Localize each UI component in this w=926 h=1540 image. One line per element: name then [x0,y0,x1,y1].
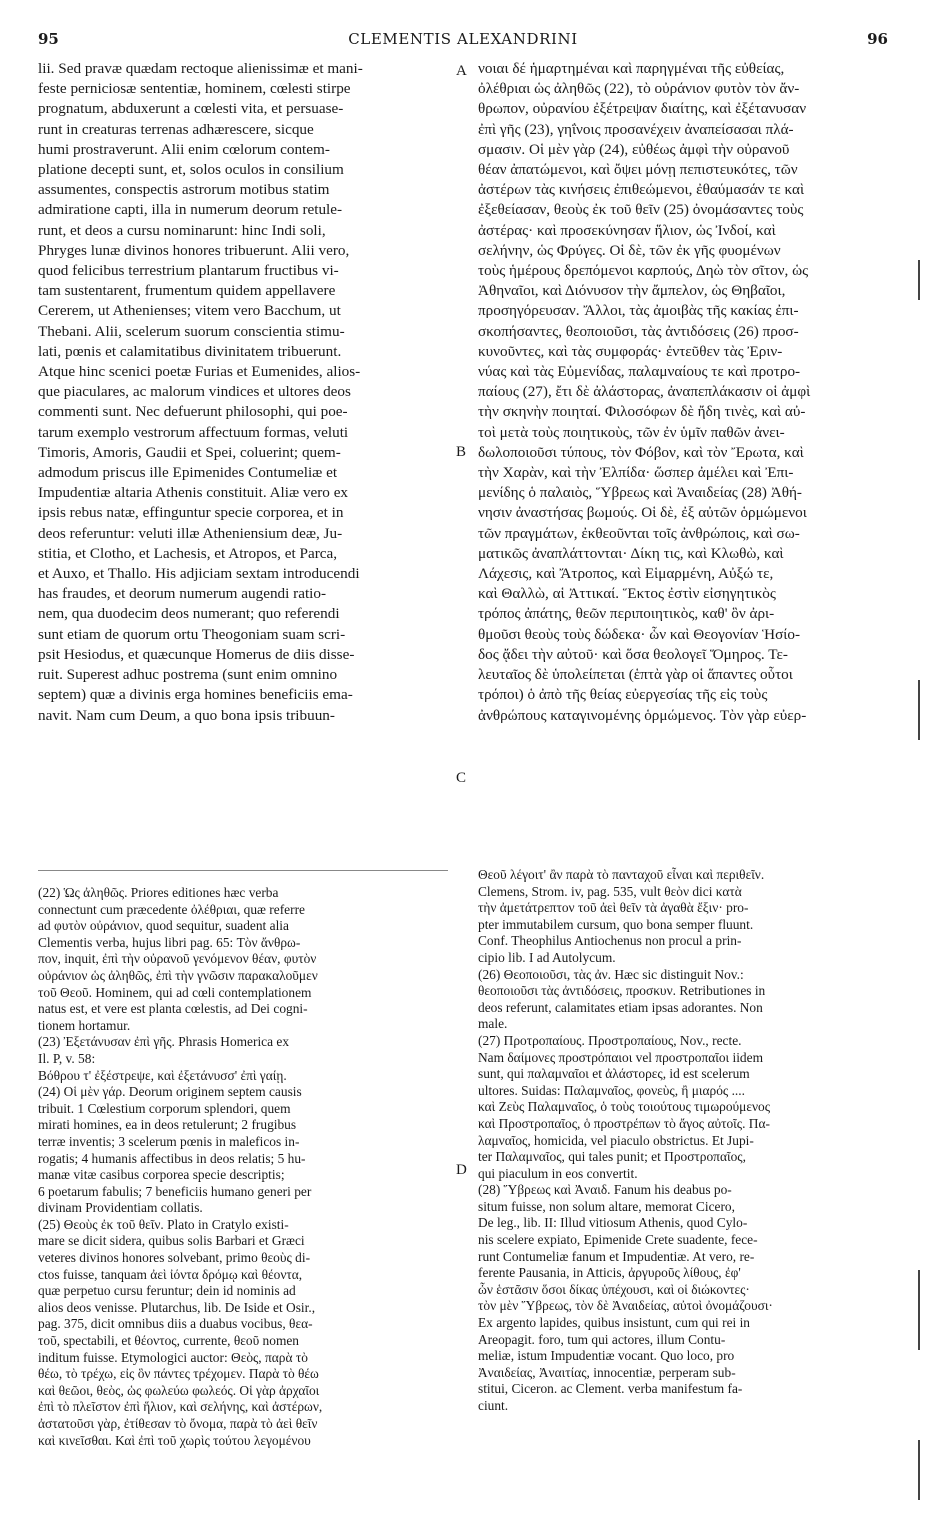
footnote-line: Clementis verba, hujus libri pag. 65: Τὸν ἄνθρω- [38,934,301,950]
latin-text-line: que piaculares, ac malorum vindices et ultores deos [38,383,351,401]
footnote-line: Θεοῦ λέγοιτ' ἂν παρὰ τὸ πανταχοῦ εἶναι καὶ περιθεῖν. [478,867,765,882]
footnote-line: rogatis; 4 humanis affectibus in deos relatis; 5 hu- [38,1150,306,1166]
footnote-line: θεοποιοῦσι τὰς ἀντιδόσεις, προσκυν. Retributiones in [478,983,766,999]
footnote-line: Ex argento lapides, quibus insistunt, cum qui rei in [478,1315,750,1331]
latin-text-line: prognatum, abduxerunt a cœlesti vita, et persuase- [38,100,344,118]
footnote-line: divinam Providentiam collatis. [38,1200,203,1216]
latin-text-line: admiratione capti, illa in numerum deorum retule- [38,201,343,219]
footnote-line: Nam δαίμονες προστρόπαιοι vel προστροπαῖοι iidem [478,1049,763,1065]
greek-text-line: τοὶ μετὰ τοὺς ποιητικοὺς, τῶν ἐν ὑμῖν παθῶν ἀνει- [478,423,785,441]
footnote-line: (22) Ὡς ἀληθῶς. Priores editiones hæc verba [38,885,279,900]
footnote-line: τοῦ Θεοῦ. Hominem, qui ad cœli contemplationem [38,984,312,1000]
latin-text-line: Atque hinc scenici poetæ Furias et Eumenides, alios- [38,363,361,381]
greek-text-line: θέαν ἀπατώμενοι, καὶ ὄψει μόνῃ πεπιστευκότες, τῶν [478,161,798,179]
greek-text-line: καὶ Θαλλὼ, αἱ Ἀττικαί. Ἕκτος ἐστὶν εἰσηγητικὸς [478,585,776,603]
footnote-line: terræ inventis; 3 scelerum pœnis in maleficos in- [38,1133,300,1149]
latin-text-line: commenti sunt. Nec defuerunt philosophi, qui poe- [38,403,348,421]
latin-text-line: ruit. Superest adhuc postrema (sunt enim omnino [38,666,338,684]
latin-text-line: et Auxo, et Thallo. His adjiciam sextam introducendi [38,565,360,583]
greek-text-line: τρόποι) ὁ ἀπὸ τῆς θείας εὐεργεσίας τῆς εἰς τοὺς [478,686,768,704]
latin-text-line: admodum priscus ille Epimenides Contumeliæ et [38,464,338,482]
footnote-line: λαμναῖος, homicida, vel piaculo obstrictus. Et Jupi- [478,1132,754,1148]
running-title: CLEMENTIS ALEXANDRINI [348,30,578,48]
greek-text-line: τῶν πραγμάτων, ἐκθεοῦνται τοῖς ἀνθρώποις, καὶ σω- [478,524,800,542]
footnote-line: Clemens, Strom. iv, pag. 535, vult θεὸν dici κατὰ [478,883,742,899]
greek-text-column [478,59,892,726]
footnote-line: 6 poetarum fabulis; 7 beneficiis humano generi per [38,1183,312,1199]
footnote-line: τοῦ, spectabili, et θέοντος, currente, θεοῦ nomen [38,1333,299,1349]
footnote-line: καὶ κινεῖσθαι. Καὶ ἐπὶ τοῦ χωρὶς τούτου λεγομένου [38,1432,311,1448]
left-page-number: 95 [38,30,59,48]
greek-text-line: ἀστέρας· καὶ προσεκύνησαν ἥλιον, ὡς Ἰνδοί, καὶ [478,221,776,239]
greek-text-line: ἐξεθείασαν, θεοὺς ἐκ τοῦ θεῖν (25) ὀνομάσαντες τοὺς [478,201,804,219]
footnote-line: cipio lib. I ad Autolycum. [478,949,616,965]
footnote-line: deos referunt, calamitates etiam ipsas adorantes. Non [478,999,763,1015]
greek-text-line: τὴν σκηνὴν ποιηταί. Φιλοσόφων δὲ ἤδη τινὲς, καὶ αὐ- [478,403,806,421]
greek-text-line: ἐπὶ γῆς (23), γηΐνοις προσανέχειν ἀναπείσασαι πλά- [478,120,794,138]
footnote-line: (25) Θεοὺς ἐκ τοῦ θεῖν. Plato in Cratylo existi- [38,1216,289,1232]
greek-text-line: παίους (27), ἔτι δὲ ἀλάστορας, ἀναπεπλάκασιν οἱ ἀμφὶ [478,383,811,401]
footnote-line: Areopagit. foro, tum qui actores, illum Contu- [478,1331,726,1347]
footnote-line: alios deos venisse. Plutarchus, lib. De Iside et Osir., [38,1299,316,1315]
footnote-line: ter Παλαμναῖος, qui tales punit; et Προστροπαῖος, [478,1149,746,1165]
footnote-line: runt Contumeliæ fanum et Impudentiæ. At vero, re- [478,1248,755,1264]
greek-text-line: σμασιν. Οἱ μὲν γὰρ (24), εὐθέως ἀμφὶ τὴν οὐρανοῦ [478,140,790,158]
footnote-line: meliæ, istum Impudentiæ vocant. Quo loco, pro [478,1348,735,1364]
latin-text-line: lati, pœnis et calamitatibus divinitatem tribuerunt. [38,342,342,360]
greek-text-line: μενίδης ὁ παλαιὸς, Ὕβρεως καὶ Ἀναιδείας (28) Ἀθή- [478,484,802,502]
footnote-rule [38,870,448,871]
greek-text-line: ἀνθρώπους καταγινομένης ὁρμώμενος. Τὸν γὰρ εὐερ- [478,706,807,724]
footnote-line: καὶ θεῶοι, θεὸς, ὡς φωλεύω φωλεός. Οἱ γὰρ ἀρχαῖοι [38,1382,320,1398]
greek-text-line: προσηγόρευσαν. Ἄλλοι, τὰς ἀμοιβὰς τῆς κακίας ἐπι- [478,302,799,320]
latin-text-line: Cererem, ut Athenienses; vitem vero Bacchum, ut [38,302,341,320]
footnote-line: veteres divinos honores solvebant, primo θεοὺς di- [38,1250,311,1266]
latin-text-column [38,59,448,726]
latin-text-line: has fraudes, et deorum numerum augendi ratio- [38,585,327,603]
greek-text-line: νησιν ἀναστήσας βωμούς. Οἱ δὲ, ἐξ αὐτῶν ὁρμώμενοι [478,504,807,522]
latin-text-line: assumentes, conspectis astrorum motibus statim [38,181,330,199]
greek-text-line: Ἀθηναῖοι, καὶ Διόνυσον τὴν ἄμπελον, ὡς Θηβαῖοι, [478,282,786,300]
footnote-line: pag. 375, dicit omnibus diis a duabus vocibus, θεα- [38,1316,313,1332]
margin-letter-d: D [456,1162,467,1178]
latin-text-line: psit Hesiodus, et quæcunque Homerus de diis disse- [38,645,355,663]
latin-text-line: feste perniciosæ sententiæ, hominem, cœlesti stirpe [38,80,351,98]
footnote-line: ferente Pausania, in Atticis, ἀργυροῦς λίθους, ἐφ' [478,1265,741,1281]
latin-text-line: navit. Nam cum Deum, a quo bona ipsis tribuun- [38,706,335,724]
footnote-line: Βόθρου τ' ἐξέστρεψε, καὶ ἐξετάνυσσ' ἐπὶ γαίῃ. [38,1067,287,1083]
latin-text-line: stitia, et Clotho, et Lachesis, et Atropos, et Parca, [38,544,338,562]
greek-text-line: ματικῶς ἀναπλάττονται· Δίκη τις, καὶ Κλωθὼ, καὶ [478,544,784,562]
greek-text-line: θρωπον, οὐρανίου ἐξέτρεψαν διαίτης, καὶ ἐξέτανυσαν [478,100,807,118]
footnote-line: Ἀναιδείας, Ἀναιτίας, innocentiæ, perperam sub- [478,1364,736,1380]
footnote-line: ultores. Suidas: Παλαμναῖος, φονεὺς, ἢ μιαρός .... [478,1082,745,1098]
footnote-line: manæ vitæ casibus corporea specie descriptis; [38,1167,285,1183]
margin-letter-c: C [456,770,467,786]
footnote-line: καὶ Προστροπαῖος, ὁ προστρέπων τὸ ἄγος αὐτοῖς. Πα- [478,1115,770,1131]
footnote-line: tionem hortamur. [38,1017,131,1033]
latin-text-line: platione decepti sunt, et, solos oculos in consilium [38,161,344,179]
footnote-line: οὐράνιον ὡς ἀληθῶς, ἐπὶ τὴν γνῶσιν παρακαλοῦμεν [38,967,318,983]
latin-text-line: sunt etiam de quorum ortu Theogoniam suam scri- [38,625,346,643]
latin-text-line: septem) quæ a divinis erga homines beneficiis ema- [38,686,353,704]
footnote-line: stitui, Ciceron. ac Clement. verba manifestum fa- [478,1381,743,1397]
greek-text-line: ὀλέθριαι ὡς ἀληθῶς (22), τὸ οὐράνιον φυτὸν τὸν ἄν- [478,80,800,98]
footnote-line: ciunt. [478,1398,509,1413]
greek-text-line: νύας καὶ τὰς Εὐμενίδας, παλαμναίους τε καὶ προτρο- [478,363,801,381]
footnote-line: inditum fuisse. Etymologici auctor: Θεὸς, παρὰ τὸ [38,1349,308,1365]
footnote-line: (28) Ὕβρεως καὶ Ἀναιδ. Fanum his deabus po- [478,1182,732,1198]
greek-text-line: ἀστέρων τὰς κινήσεις ἐπιθεώμενοι, ἐθαύμασάν τε καὶ [478,181,805,199]
greek-text-line: δωλοποιοῦσι τύπους, τὸν Φόβον, καὶ τὸν Ἔρωτα, καὶ [478,443,804,461]
margin-letter-a: A [456,63,467,79]
footnote-line: quæ perpetuo cursu feruntur; dein id nominis ad [38,1283,296,1299]
footnote-line: ctos fuisse, tanquam ἀεὶ ἰόντα δρόμῳ καὶ θέοντα, [38,1266,303,1282]
footnote-line: pter immutabilem cursum, quo bona semper fluunt. [478,916,754,932]
footnote-line: (23) Ἐξετάνυσαν ἐπὶ γῆς. Phrasis Homerica ex [38,1034,290,1050]
footnote-line: θέω, τὸ τρέχω, εἰς ὃν πάντες τρέχομεν. Παρὰ τὸ θέω [38,1366,319,1382]
footnote-line: Il. P, v. 58: [38,1050,96,1066]
footnote-line: Conf. Theophilus Antiochenus non procul a prin- [478,933,742,949]
footnote-line: situm fuisse, non solum altare, memorat Cicero, [478,1198,735,1214]
page-header [0,30,926,54]
greek-text-line: θμοῦσι θεοὺς τοὺς δώδεκα· ὧν καὶ Θεογονίαν Ἡσίο- [478,625,801,643]
latin-text-line: tam sustentarent, frumentum quidem appellavere [38,282,336,300]
footnote-line: ἐπὶ τὸ πλεῖστον ἐπὶ ἥλιον, καὶ σελήνης, καὶ ἀστέρων, [38,1399,323,1415]
latin-text-line: lii. Sed pravæ quædam rectoque alienissimæ et mani- [38,60,363,77]
greek-text-line: λευταῖος δὲ ὑπολείπεται (ἑπτὰ γὰρ οἱ ἅπαντες οὗτοι [478,666,793,684]
latin-text-line: deos referuntur: veluti illæ Atheniensium deæ, Ju- [38,524,343,542]
footnote-line: ὧν ἑστᾶσιν ὅσοι δίκας ὑπέχουσι, καὶ οἱ διώκοντες· [478,1281,750,1297]
latin-text-line: Impudentiæ altaria Athenis constituit. Aliæ vero ex [38,484,349,502]
footnote-line: sunt, qui παλαμναῖοι et ἀλάστορες, id est scelerum [478,1066,750,1082]
footnote-line: (24) Οἱ μὲν γάρ. Deorum originem septem causis [38,1084,302,1100]
latin-text-line: runt, et deos a cursu nominarunt: hinc Indi soli, [38,221,326,239]
latin-text-line: Timoris, Amoris, Gaudii et Spei, coluerint; quem- [38,443,341,461]
latin-text-line: runt in creaturas terrenas adhærescere, sicque [38,120,314,138]
footnote-line: καὶ Ζεὺς Παλαμναῖος, ὁ τοὺς τοιούτους τιμωρούμενος [478,1099,771,1115]
greek-text-line: νοιαι δέ ἡμαρτημέναι καὶ παρηγμέναι τῆς εὐθείας, [478,60,785,77]
footnote-line: De leg., lib. II: Illud vitiosum Athenis, quod Cylo- [478,1215,748,1231]
right-page-number: 96 [867,30,888,48]
footnotes-right-column [478,867,892,1415]
latin-text-line: tarum exemplo vestrorum affectuum formas, veluti [38,423,349,441]
footnote-line: τὸν μὲν Ὕβρεως, τὸν δὲ Ἀναιδείας, αὐτοὶ ὀνομάζουσι· [478,1298,773,1314]
footnote-line: nis scelere expiato, Epimenide Crete suadente, fece- [478,1232,758,1248]
footnotes-left-column [38,885,448,1449]
greek-text-line: Λάχεσις, καὶ Ἄτροπος, καὶ Εἱμαρμένη, Αὐξώ τε, [478,565,774,583]
latin-text-line: Thebani. Alii, scelerum suorum conscientia stimu- [38,322,345,340]
latin-text-line: humi prostraverunt. Alii enim cœlorum contem- [38,140,330,158]
binding-edge-marks [918,260,920,1410]
footnote-line: mare se dicit sidera, quibus solis Barbari et Græci [38,1233,305,1249]
footnote-line: τὴν ἀμετάτρεπτον τοῦ ἀεὶ θεῖν τὰ ἀγαθὰ ἔξιν· pro- [478,900,749,916]
footnote-line: connectunt cum præcedente ὀλέθριαι, quæ referre [38,901,305,917]
footnote-line: mirati homines, ea in deos retulerunt; 2 frugibus [38,1117,297,1133]
greek-text-line: δος ᾄδει τὴν αὐτοῦ· καὶ ὅσα θεολογεῖ Ὅμηρος. Τε- [478,645,788,663]
latin-text-line: nem, qua duodecim deos numerant; quo referendi [38,605,340,623]
latin-text-line: ipsis rebus natæ, effinguntur specie corporea, et in [38,504,344,522]
greek-text-line: κυνοῦντες, καὶ τὰς συμφοράς· ἐντεῦθεν τὰς Ἐριν- [478,342,783,360]
footnote-line: ad φυτὸν οὐράνιον, quod sequitur, suadent alia [38,918,289,934]
latin-text-line: quod felicibus terrestrium plantarum fructibus vi- [38,262,339,280]
footnote-line: (26) Θεοποιοῦσι, τὰς ἀν. Hæc sic distinguit Nov.: [478,966,744,982]
greek-text-line: σκοπήσαντες, θεοποιοῦσι, τὰς ἀντιδόσεις (26) προσ- [478,322,799,340]
footnote-line: male. [478,1016,508,1032]
footnote-line: (27) Προτροπαίους. Προστροπαίους, Nov., recte. [478,1032,742,1048]
footnote-line: πον, inquit, ἐπὶ τὴν οὐρανοῦ γενόμενον θέαν, φυτὸν [38,951,317,967]
greek-text-line: τὴν Χαρὰν, καὶ τὴν Ἐλπίδα· ὥσπερ ἀμέλει καὶ Ἐπι- [478,464,794,482]
greek-text-line: τοὺς ἡμέρους δρεπόμενοι καρπούς, Δηὼ τὸν σῖτον, ὡς [478,262,809,280]
greek-text-line: τρόπος ἀπάτης, θεῶν περιποιητικὸς, καθ' ὃν ἀρι- [478,605,775,623]
footnote-line: ἀστατοῦσι γὰρ, ἐτίθεσαν τὸ ὄνομα, παρὰ τὸ ἀεὶ θεῖν [38,1416,318,1431]
footnote-line: natus est, et vere est planta cœlestis, ad Dei cogni- [38,1001,308,1017]
latin-text-line: Phryges lunæ divinos honores tribuerunt. Alii vero, [38,241,350,259]
greek-text-line: σελήνην, ὡς Φρύγες. Οἱ δὲ, τῶν ἐκ γῆς φυομένων [478,241,781,259]
footnote-line: qui piaculum in eos convertit. [478,1165,638,1181]
margin-letter-b: B [456,444,467,460]
footnote-line: tribuit. 1 Cœlestium corporum splendori, quem [38,1100,291,1116]
